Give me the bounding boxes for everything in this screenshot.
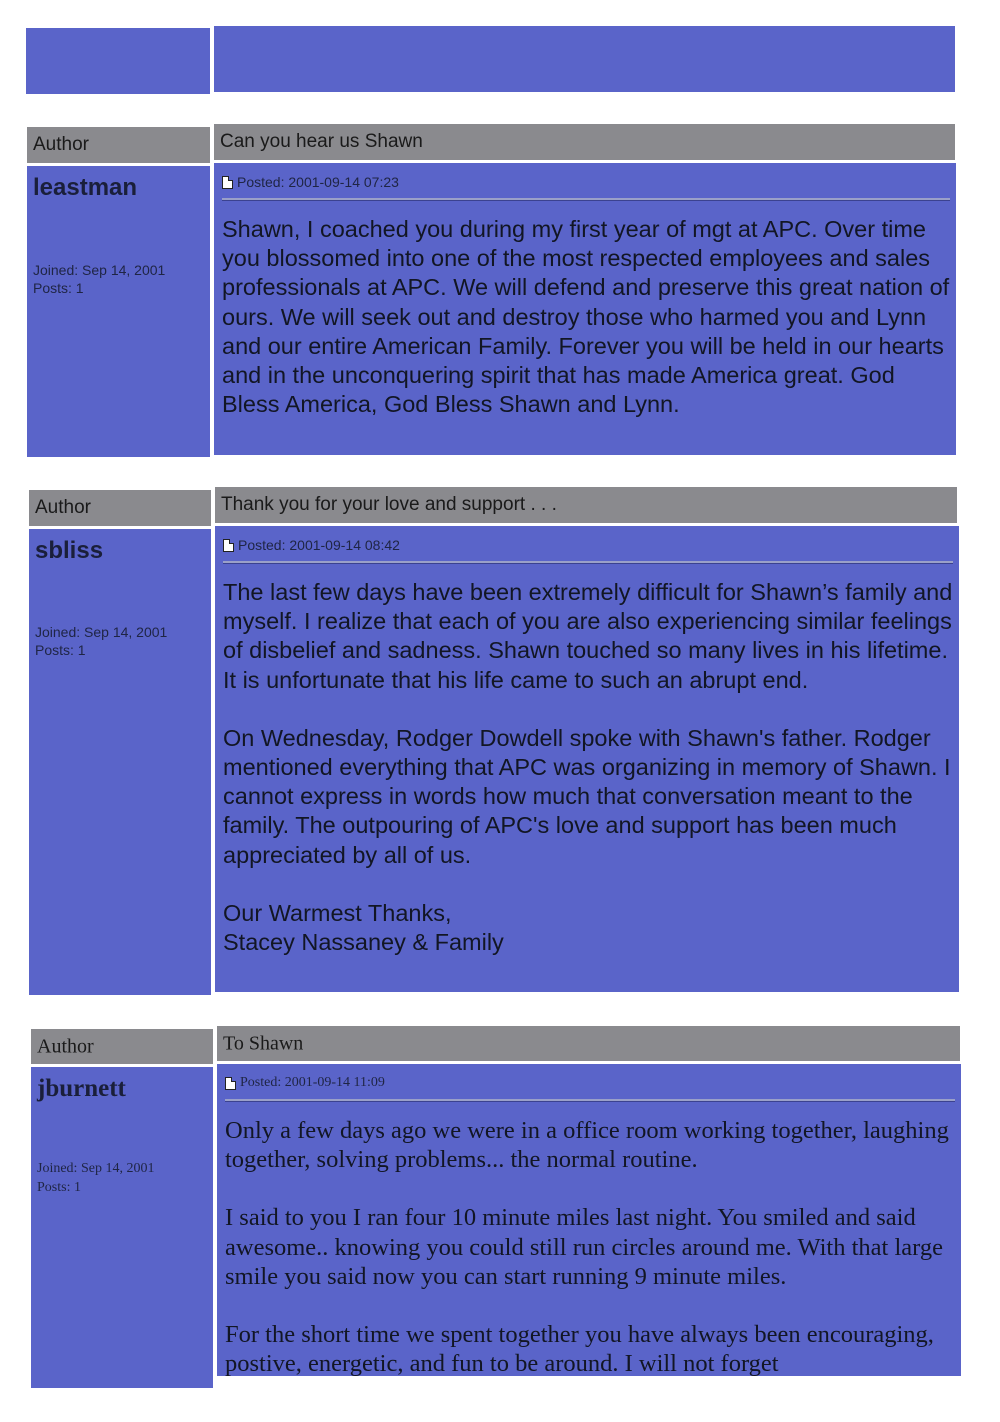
post-count: Posts: 1 xyxy=(37,1180,81,1195)
username[interactable]: jburnett xyxy=(37,1075,126,1102)
message-paragraph: I said to you I ran four 10 minute miles last night. You smiled and said awesome.. knowing you could still run circles around me. With that large smile you said now you can start running 9 minute miles. xyxy=(225,1204,943,1290)
author-header-label: Author xyxy=(33,134,89,155)
posted-timestamp: Posted: 2001-09-14 08:42 xyxy=(238,537,400,553)
author-header-cell xyxy=(29,490,211,526)
author-header-cell xyxy=(27,127,210,163)
author-header-label: Author xyxy=(37,1035,94,1057)
signature-line: Stacey Nassaney & Family xyxy=(223,929,504,956)
message-paragraph: Shawn, I coached you during my first year of mgt at APC. Over time you blossomed into one of the most respected employees and sales professionals at APC. We will defend and preserve this great nation of ours. We will seek out and destroy those who harmed you and Lynn and our entire American Family. Forever you will be held in our hearts and in the unconquering spirit that has made America great. God Bless America, God Bless Shawn and Lynn. xyxy=(222,216,950,418)
joined-date: Joined: Sep 14, 2001 xyxy=(35,624,168,640)
posted-timestamp: Posted: 2001-09-14 07:23 xyxy=(237,174,399,190)
username[interactable]: sbliss xyxy=(35,537,104,564)
username[interactable]: leastman xyxy=(33,174,138,201)
message-paragraph: On Wednesday, Rodger Dowdell spoke with Shawn's father. Rodger mentioned everything that APC was organizing in memory of Shawn. I cannot express in words how much that conversation meant to the family. The outpouring of APC's love and support has been much appreciated by all of us. xyxy=(223,724,951,868)
post-subject: Can you hear us Shawn xyxy=(220,131,423,152)
message-paragraph: For the short time we spent together you have always been encouraging, postive, energetic, and fun to be around. I will not forget xyxy=(225,1321,934,1376)
author-header-cell xyxy=(31,1029,213,1064)
posted-row xyxy=(225,1074,385,1092)
author-info-cell xyxy=(27,166,210,457)
post-body-cell xyxy=(215,526,959,992)
author-info-cell xyxy=(29,529,211,995)
posted-row xyxy=(223,536,400,554)
post-message xyxy=(225,1116,957,1376)
signoff-line: Our Warmest Thanks, xyxy=(223,899,452,926)
document-icon xyxy=(222,176,233,189)
post-body-cell xyxy=(217,1064,961,1376)
author-info-cell xyxy=(31,1067,213,1388)
posted-timestamp: Posted: 2001-09-14 11:09 xyxy=(240,1075,385,1090)
subject-header-cell xyxy=(215,487,957,523)
post-subject: Thank you for your love and support . . . xyxy=(221,494,557,515)
post-message xyxy=(222,215,952,448)
message-paragraph: Only a few days ago we were in a office room working together, laughing together, solving problems... the normal routine. xyxy=(225,1117,949,1174)
header-divider xyxy=(222,198,950,201)
post-body-cell xyxy=(214,163,956,455)
author-header-label: Author xyxy=(35,497,91,518)
top-bar-left xyxy=(26,28,210,94)
top-bar-right xyxy=(214,26,955,92)
document-icon xyxy=(223,539,234,552)
message-paragraph: The last few days have been extremely difficult for Shawn’s family and myself. I realize that each of you are also experiencing similar feelings of disbelief and sadness. Shawn touched so many lives in his lifetime. It is unfortunate that his life came to such an abrupt end. xyxy=(223,579,953,693)
post-count: Posts: 1 xyxy=(33,280,84,296)
posted-row xyxy=(222,173,399,191)
joined-date: Joined: Sep 14, 2001 xyxy=(33,262,166,278)
joined-date: Joined: Sep 14, 2001 xyxy=(37,1161,155,1176)
post-subject: To Shawn xyxy=(223,1032,304,1054)
subject-header-cell xyxy=(217,1026,960,1061)
post-count: Posts: 1 xyxy=(35,642,86,658)
document-icon xyxy=(225,1077,236,1090)
subject-header-cell xyxy=(214,124,955,160)
header-divider xyxy=(223,561,953,564)
header-divider xyxy=(225,1099,955,1102)
post-message xyxy=(223,578,955,957)
